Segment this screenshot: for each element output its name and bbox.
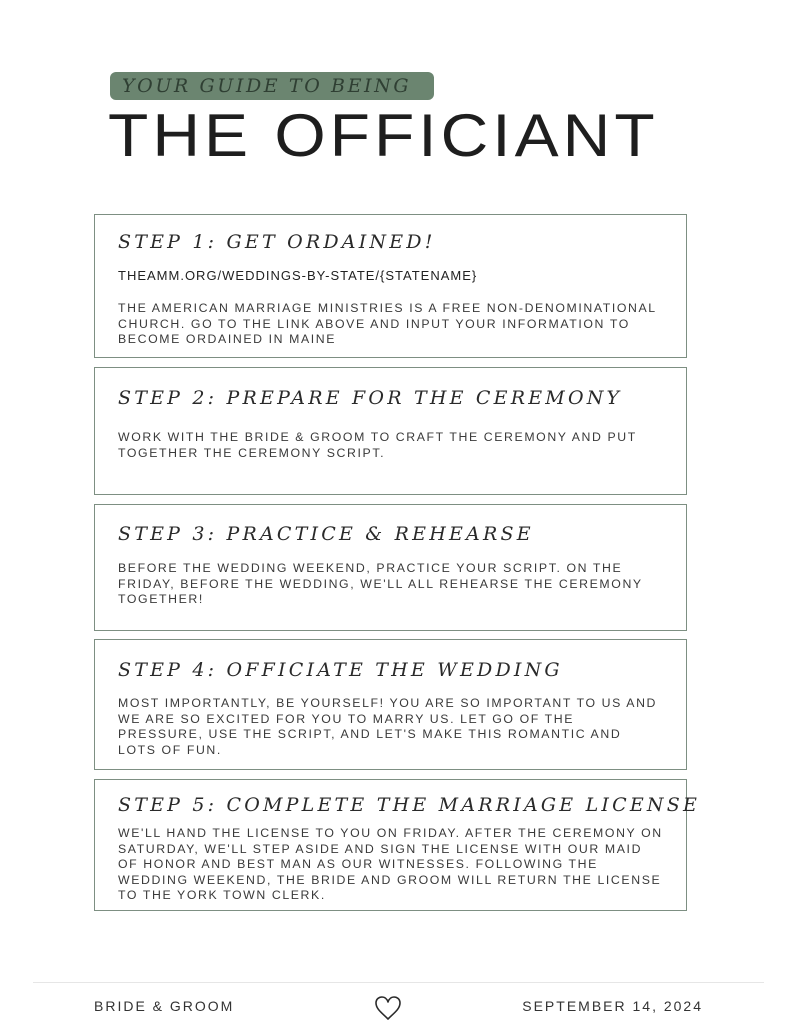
step-heading: STEP 5: COMPLETE THE MARRIAGE LICENSE xyxy=(118,794,701,816)
step-heading: STEP 1: GET ORDAINED! xyxy=(118,231,436,253)
heart-icon xyxy=(373,994,403,1022)
step-heading: STEP 4: OFFICIATE THE WEDDING xyxy=(118,659,563,681)
step-body: THE AMERICAN MARRIAGE MINISTRIES IS A FREE NON-DENOMINATIONAL CHURCH. GO TO THE LINK ABOVE AND INPUT YOUR INFORMATION TO BECOME ORDAINED IN MAINE xyxy=(118,301,657,347)
step-card-1 xyxy=(94,214,687,358)
step-card-2 xyxy=(94,367,687,495)
subtitle-banner xyxy=(110,72,434,100)
footer-date: SEPTEMBER 14, 2024 xyxy=(522,998,703,1014)
step-body: BEFORE THE WEDDING WEEKEND, PRACTICE YOUR SCRIPT. ON THE FRIDAY, BEFORE THE WEDDING, WE'LL ALL REHEARSE THE CEREMONY TOGETHER! xyxy=(118,561,643,607)
footer-couple: BRIDE & GROOM xyxy=(94,998,235,1014)
step-body: WORK WITH THE BRIDE & GROOM TO CRAFT THE CEREMONY AND PUT TOGETHER THE CEREMONY SCRIPT. xyxy=(118,430,637,460)
step-card-3 xyxy=(94,504,687,631)
step-card-5 xyxy=(94,779,701,911)
step-body: MOST IMPORTANTLY, BE YOURSELF! YOU ARE SO IMPORTANT TO US AND WE ARE SO EXCITED FOR YOU TO MARRY US. LET GO OF THE PRESSURE, USE THE SCRIPT, AND LET'S MAKE THIS ROMANTIC AND LOTS OF FUN. xyxy=(118,696,658,757)
footer-divider xyxy=(33,982,764,983)
ordination-link[interactable]: THEAMM.ORG/WEDDINGS-BY-STATE/{STATENAME} xyxy=(118,268,478,283)
step-body: WE'LL HAND THE LICENSE TO YOU ON FRIDAY. AFTER THE CEREMONY ON SATURDAY, WE'LL STEP ASIDE AND SIGN THE LICENSE WITH OUR MAID OF HONOR AND BEST MAN AS OUR WITNESSES. FOLLOWING THE WEDDING WEEKEND, THE BRIDE AND GROOM WILL RETURN THE LICENSE TO THE YORK TOWN CLERK. xyxy=(118,826,663,903)
step-card-4 xyxy=(94,639,687,770)
step-heading: STEP 2: PREPARE FOR THE CEREMONY xyxy=(118,387,623,409)
step-heading: STEP 3: PRACTICE & REHEARSE xyxy=(118,523,534,545)
subtitle-text: YOUR GUIDE TO BEING xyxy=(122,75,412,97)
page-title: THE OFFICIANT xyxy=(108,100,659,169)
